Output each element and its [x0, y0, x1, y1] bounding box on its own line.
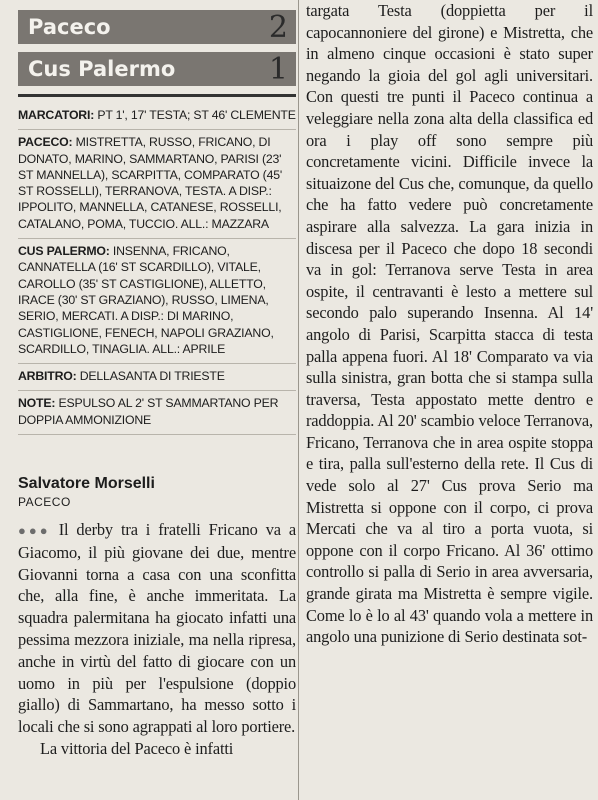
paceco-text: MISTRETTA, RUSSO, FRICANO, DI DONATO, MARINO, SAMMARTANO, PARISI (23' ST MANNELLA), SCARPITTA, COMPARATO (45' ST ROSSELLI), TERRANOVA, TESTA. A DISP.: IPPOLITO, MANNELLA, CATANESE, ROSSELLI, CATALANO, POMA, TUCCIO. ALL.: MAZZARA: [18, 135, 282, 231]
cus-lineup: [18, 239, 296, 364]
divider: [18, 94, 296, 97]
home-team-score: 2: [268, 9, 288, 45]
home-team-name: Paceco: [28, 15, 111, 39]
notes-label: NOTE:: [18, 396, 56, 411]
paceco-label: PACECO:: [18, 135, 73, 150]
cus-text: INSENNA, FRICANO, CANNATELLA (16' ST SCARDILLO), VITALE, CAROLLO (35' ST CASTIGLIONE), ALLETTO, IRACE (30' ST GRAZIANO), RUSSO, LIMENA, SERIO, MERCATI. A DISP.: DI MARINO, CASTIGLIONE, FENECH, NAPOLI GRAZIANO, SCARDILLO, TINAGLIA. ALL.: APRILE: [18, 244, 274, 356]
scorers-info: [18, 103, 296, 130]
referee-label: ARBITRO:: [18, 369, 77, 384]
home-score-bar: [18, 10, 296, 44]
article-body-right: [306, 0, 593, 648]
paragraph-text: Il derby tra i fratelli Fricano va a Giacomo, il più giovane dei due, mentre Giovanni torna a casa con una sconfitta che, alla fine, è anche immeritata. La squadra palermitana ha giocato infatti una pessima mezzora iniziale, ma nella ripresa, anche in virtù del fatto di giocare con un uomo in più per l'espulsione (doppio giallo) di Sammartano, ha messo sotto i locali che si sono agrappati al loro portiere.: [18, 520, 296, 737]
away-team-name: Cus Palermo: [28, 57, 176, 81]
referee-info: [18, 364, 296, 391]
column-rule: [298, 0, 299, 800]
notes-info: [18, 391, 296, 435]
away-score-bar: [18, 52, 296, 86]
referee-text: DELLASANTA DI TRIESTE: [79, 369, 225, 384]
author-name: Salvatore Morselli: [18, 475, 155, 493]
article-paragraph: La vittoria del Paceco è infatti: [40, 739, 234, 759]
dateline-place: PACECO: [18, 495, 71, 510]
away-team-score: 1: [268, 51, 288, 87]
article-paragraph: [18, 519, 296, 738]
left-column: [18, 10, 296, 760]
scorers-label: MARCATORI:: [18, 108, 95, 122]
lead-marker: ●●●: [18, 523, 51, 539]
paceco-lineup: [18, 130, 296, 239]
article-body-left: [18, 519, 296, 760]
notes-text: ESPULSO AL 2' ST SAMMARTANO PER DOPPIA AMMONIZIONE: [18, 396, 279, 427]
article-paragraph: targata Testa (doppietta per il capocannoniere del girone) e Mistretta, che in almeno cinque occasioni è stato super negando la gioia del gol agli universitari. Con questi tre punti il Paceco continua a veleggiare nella zona alta della classifica ed ora i play off sono sempre più concretamente vicini. Difficile invece la situaizone del Cus che, comunque, da quello che ha fatto vedere può concretamente aspirare alla salvezza. La gara inizia in discesa per il Paceco che dopo 18 secondi va in gol: Terranova serve Testa in area ospite, il centravanti è lesto a mettere sul secondo palo superando Insenna. Al 14' angolo di Parisi, Scarpitta stacca di testa palla appena fuori. Al 18' Comparato va via sulla sinistra, gran botta che si stampa sulla traversa, Testa appostato mette dentro e raddoppia. Al 20' scambio veloce Terranova, Fricano, Terranova che in area ospite stoppa e tira, palla sull'esterno della rete. Il Cus di vede solo al 27' Cus prova Serio ma Mistretta si oppone con il corpo, ci prova Mercati che va al tiro a porta vuota, si oppone con il corpo Fricano. Al 36' ottimo controllo si palla di Serio in area avversaria, grande girata ma Mistretta è sempre vigile. Come lo è lo al 43' quando vola a mettere in angolo una punizione di Serio destinata sot-: [306, 1, 593, 647]
scorers-text: PT 1', 17' TESTA; ST 46' CLEMENTE: [97, 108, 296, 122]
cus-label: CUS PALERMO:: [18, 244, 110, 259]
right-column: [306, 0, 593, 648]
